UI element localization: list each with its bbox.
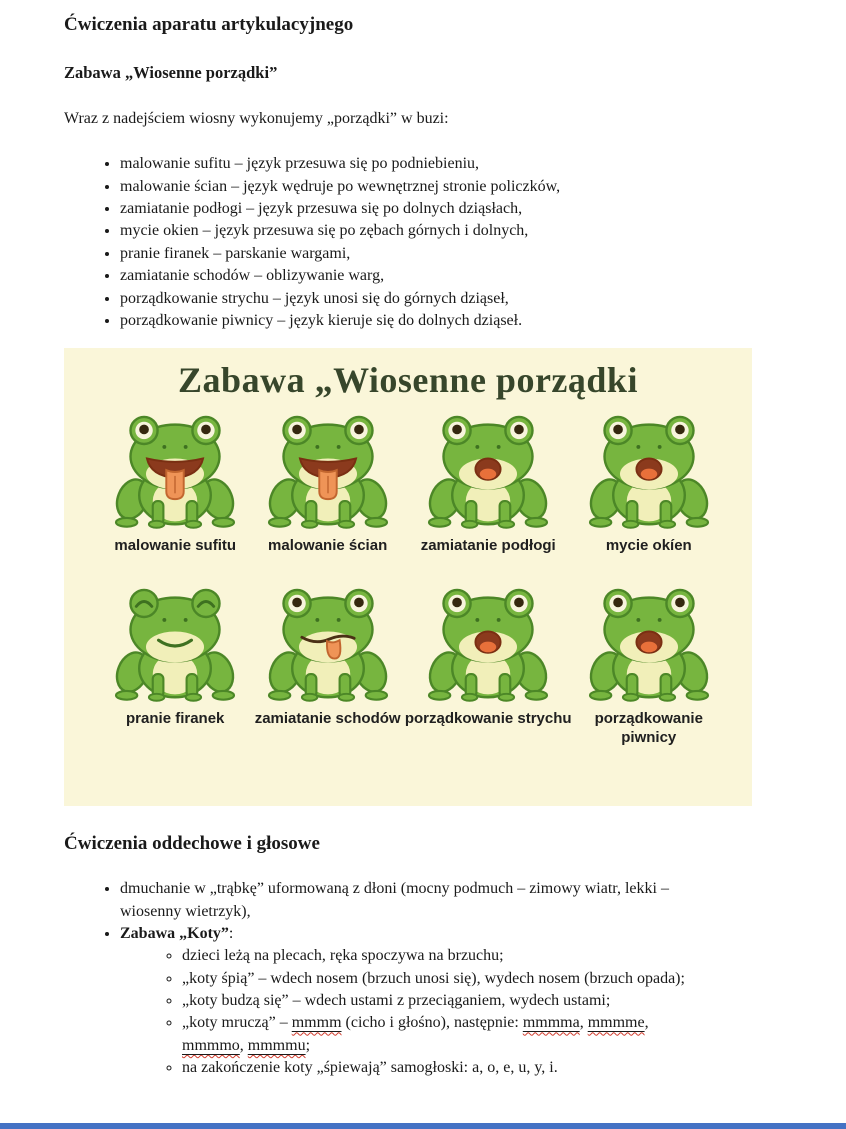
figure-title: Zabawa „Wiosenne porządki [178, 360, 638, 401]
list-item: • zamiatanie podłogi – język przesuwa się po dolnych dziąsłach, [120, 198, 788, 220]
koty-mrucza-middle: (cicho i głośno), następnie: [341, 1014, 523, 1032]
frog-open-mouth-icon [586, 414, 712, 532]
list-item: • zamiatanie schodów – oblizywanie warg, [120, 265, 788, 287]
koty-mrucza-prefix: „koty mruczą” – [182, 1014, 292, 1032]
frog-cell [574, 587, 724, 748]
frog-caption: pranie firanek [126, 710, 225, 728]
frog-open-mouth-icon [425, 414, 551, 532]
frog-tongue-down-icon [265, 414, 391, 532]
frog-smiling-icon [112, 587, 238, 705]
frog-cell [100, 587, 250, 748]
list-item: • dmuchanie w „trąbkę” uformowaną z dłoni (mocny podmuch – zimowy wiatr, lekki – wiosenny wietrzyk), [120, 878, 705, 923]
separator: , [239, 1036, 248, 1054]
list-item: • pranie firanek – parskanie wargami, [120, 243, 788, 265]
bottom-scrollbar[interactable] [0, 1123, 846, 1129]
list-item: ◦ „koty śpią” – wdech nosem (brzuch unosi się), wydech nosem (brzuch opada); [182, 968, 788, 990]
frog-caption: malowanie sufitu [114, 536, 237, 554]
spellcheck-word: mmmme [587, 1014, 645, 1032]
list-item: • malowanie sufitu – język przesuwa się po podniebieniu, [120, 153, 788, 175]
intro-paragraph: Wraz z nadejściem wiosny wykonujemy „porządki” w buzi: [64, 109, 449, 127]
list-item: • porządkowanie strychu – język unosi się do górnych dziąseł, [120, 288, 788, 310]
list-item: • porządkowanie piwnicy – język kieruje się do dolnych dziąseł. [120, 310, 788, 332]
frog-cell [252, 414, 402, 556]
spellcheck-word: mmmm [291, 1014, 342, 1032]
frog-cell [405, 587, 572, 748]
frog-cell [574, 414, 724, 556]
game-subtitle: Zabawa „Wiosenne porządki” [64, 62, 278, 82]
koty-mrucza-suffix: ; [305, 1036, 311, 1054]
frog-caption: zamiatanie schodów [254, 710, 401, 728]
list-item: ◦ na zakończenie koty „śpiewają” samogłoski: a, o, e, u, y, i. [182, 1057, 788, 1079]
koty-game-label: Zabawa „Koty” [120, 924, 229, 942]
list-item: ◦ „koty budzą się” – wdech ustami z przeciąganiem, wydech ustami; [182, 990, 788, 1012]
separator: , [644, 1014, 649, 1032]
list-item [182, 1012, 674, 1057]
frog-cell [252, 587, 402, 748]
frogs-grid [64, 402, 752, 748]
koty-sublist [120, 945, 788, 1079]
frogs-figure [64, 348, 752, 806]
frog-open-mouth-icon [586, 587, 712, 705]
frog-caption: porządkowanie piwnicy [594, 710, 703, 747]
frog-cell [405, 414, 572, 556]
list-item: ◦ dzieci leżą na plecach, ręka spoczywa na brzuchu; [182, 945, 788, 967]
articulation-list [64, 153, 788, 332]
frog-caption: malowanie ścian [268, 536, 388, 554]
frog-licking-lips-icon [265, 587, 391, 705]
spellcheck-word: mmmma [522, 1014, 580, 1032]
frog-caption: zamiatanie podłogi [420, 536, 556, 554]
page-title: Ćwiczenia aparatu artykulacyjnego [64, 14, 354, 35]
breathing-list [64, 878, 788, 1080]
separator: , [579, 1014, 588, 1032]
frog-caption: porządkowanie strychu [404, 710, 572, 728]
frog-caption: mycie okíen [605, 536, 692, 554]
frog-open-mouth-icon [425, 587, 551, 705]
list-item [120, 923, 788, 1080]
breathing-section-title: Ćwiczenia oddechowe i głosowe [64, 833, 320, 855]
spellcheck-word: mmmmo [182, 1036, 240, 1054]
spellcheck-word: mmmmu [247, 1036, 306, 1054]
list-item: • malowanie ścian – język wędruje po wewnętrznej stronie policzków, [120, 176, 788, 198]
koty-game-colon: : [228, 924, 234, 942]
frog-cell [100, 414, 250, 556]
frog-tongue-down-icon [112, 414, 238, 532]
list-item: • mycie okien – język przesuwa się po zębach górnych i dolnych, [120, 220, 788, 242]
